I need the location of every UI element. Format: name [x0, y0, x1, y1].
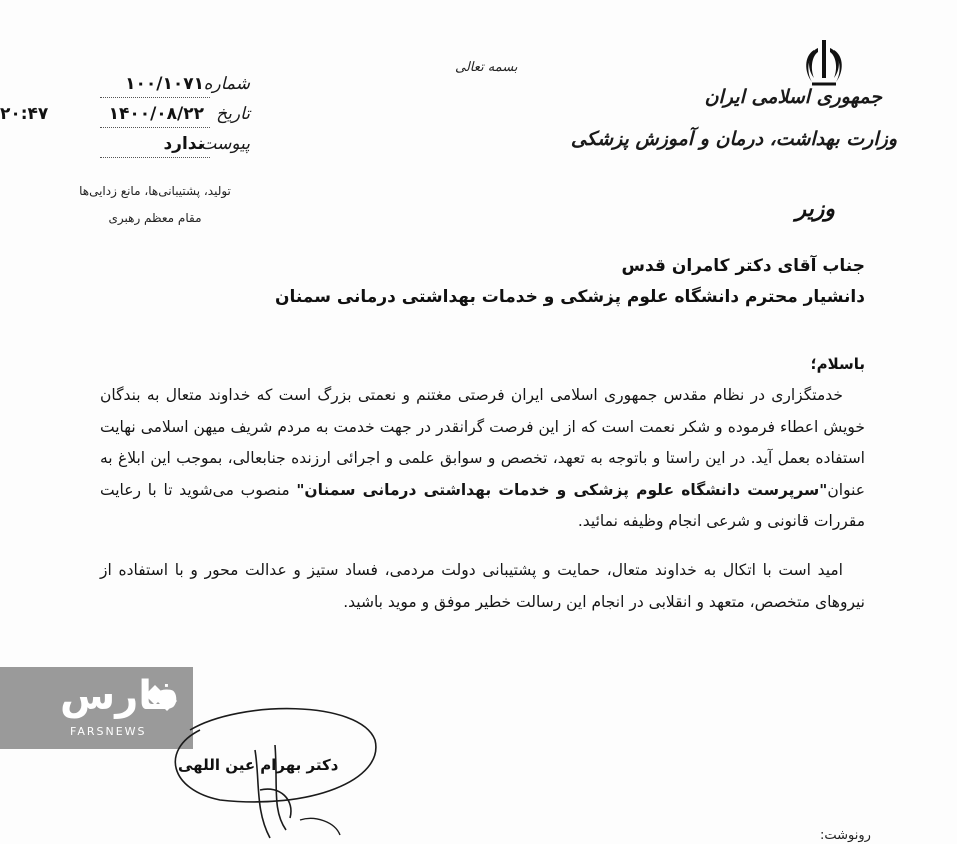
- dotted-line: [100, 127, 210, 128]
- watermark-sub: FARSNEWS: [70, 725, 147, 738]
- iran-emblem-icon: [800, 38, 848, 90]
- motto-line-1: تولید، پشتیبانی‌ها، مانع زدایی‌ها: [79, 184, 231, 198]
- reference-date-label: تاریخ: [216, 104, 250, 124]
- time-fragment: ۲۰:۴۷: [0, 104, 49, 124]
- dotted-line: [100, 157, 210, 158]
- dotted-line: [100, 97, 210, 98]
- appointment-title: "سرپرست دانشگاه علوم پزشکی و خدمات بهداشتی درمانی سمنان": [296, 480, 828, 499]
- reference-date-row: [100, 104, 250, 130]
- cc-label: رونوشت:: [820, 828, 871, 843]
- reference-attachment-row: [100, 134, 250, 160]
- body-paragraph-1: [100, 380, 865, 538]
- ministry-line-2: وزارت بهداشت، درمان و آموزش پزشکی: [570, 128, 897, 150]
- addressee-title: دانشیار محترم دانشگاه علوم پزشکی و خدمات بهداشتی درمانی سمنان: [274, 287, 865, 307]
- addressee-name: جناب آقای دکتر کامران قدس: [621, 256, 865, 276]
- basmala: بسمه تعالی: [455, 60, 518, 75]
- reference-number-value: ۱۰۰/۱۰۷۱: [125, 74, 204, 94]
- body-text: منصوب می‌شوید تا با رعایت مقررات قانونی و شرعی انجام وظیفه نمائید.: [100, 480, 865, 530]
- motto: [70, 178, 240, 232]
- motto-line-2: مقام معظم رهبری: [108, 211, 202, 225]
- salutation: باسلام؛: [810, 355, 865, 373]
- body-paragraph-2: امید است با اتکال به خداوند متعال، حمایت و پشتیبانی دولت مردمی، فساد ستیز و عدالت محور و با استفاده از نیروهای متخصص، متعهد و انقلابی در انجام این رسالت خطیر موفق و موید باشید.: [100, 561, 865, 611]
- office-title: وزیر: [795, 196, 835, 222]
- reference-date-value: ۱۴۰۰/۰۸/۲۲: [108, 104, 204, 124]
- watermark-brand: فارس: [60, 673, 180, 719]
- body-text: خدمتگزاری در نظام مقدس جمهوری اسلامی ایران فرصتی مغتنم و نعمتی بزرگ است که خداوند متعال به بندگان خویش اعطاء فرموده و شکر نعمت است که از این فرصت گرانقدر در جهت خدمت به مردم شریف میهن اسلامی نهایت استفاده بعمل آید. در این راستا و باتوجه به تعهد، تخصص و سوابق علمی و اجرائی ارزنده جنابعالی، بموجب این ابلاغ به عنوان: [100, 386, 866, 499]
- reference-attachment-value: ندارد: [163, 134, 204, 154]
- signer-name: دکتر بهرام عین اللهی: [178, 756, 339, 774]
- reference-number-label: شماره: [203, 74, 250, 94]
- ministry-line-1: جمهوری اسلامی ایران: [704, 86, 882, 108]
- reference-attachment-label: پیوست: [200, 134, 250, 154]
- reference-number-row: [100, 74, 250, 100]
